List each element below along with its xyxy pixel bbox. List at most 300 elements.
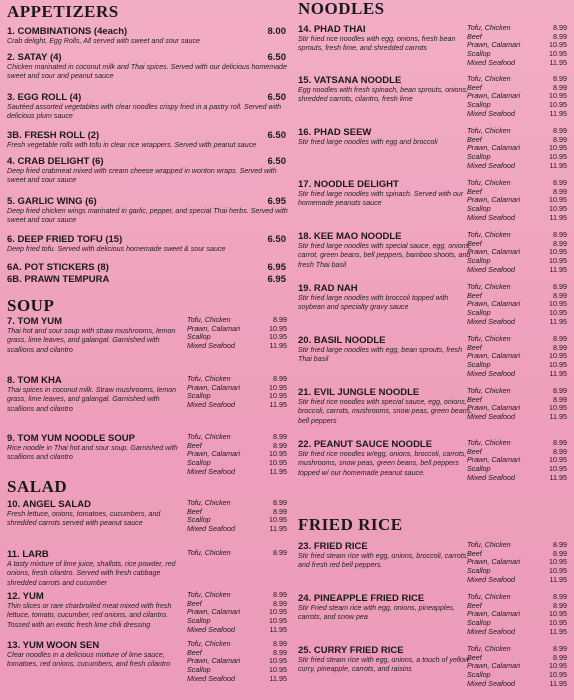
menu-item [7, 316, 290, 355]
option-price: 11.95 [549, 368, 567, 378]
item-description: A tasty mixture of lime juice, shallots, rice powder, red onions, fresh cilantro. Served with fresh cabbage shredded carrots and cucumber [7, 560, 176, 587]
option-label: Prawn, Calamari [467, 91, 521, 101]
menu-item [298, 230, 570, 274]
option-label: Prawn, Calamari [187, 607, 241, 617]
option-price: 10.95 [549, 403, 567, 413]
option-label: Scallop [187, 665, 211, 675]
menu-item [298, 23, 570, 67]
option-label: Tofu, Chicken [467, 282, 511, 291]
item-description: Fresh lettuce, onions, tomatoes, cucumbers, and shredded carrots served with peanut sauce [7, 510, 161, 528]
option-label: Tofu, Chicken [467, 178, 511, 187]
option-label: Tofu, Chicken [187, 498, 231, 507]
option-price: 11.95 [549, 472, 567, 482]
price-option-row [187, 525, 287, 534]
menu-item [7, 590, 290, 634]
price-option-row [467, 474, 567, 483]
option-price: 8.99 [273, 315, 287, 324]
option-price: 8.99 [553, 438, 567, 447]
option-price: 8.99 [273, 590, 287, 599]
price-option-row [467, 179, 567, 188]
price-option-row [187, 468, 287, 477]
item-description: Stir fried rice noodles with special sauce, egg, onions, broccoli, carrots, mushrooms, snow peas, green beans, bell peppers [298, 398, 473, 425]
menu-item [298, 540, 570, 584]
item-description: Stir fried steam rice with egg, onions, broccoli, carrots, and fresh red bell peppers. [298, 552, 469, 570]
option-label: Mixed Seafood [187, 400, 235, 410]
option-price: 11.95 [549, 678, 567, 688]
menu-item [7, 196, 290, 226]
option-price: 8.99 [553, 126, 567, 135]
option-label: Beef [187, 598, 202, 608]
price-options [467, 335, 567, 379]
price-options [187, 316, 287, 351]
item-description: Egg noodles with fresh spinach, bean sprouts, onions, shredded carrots, cilantro, fresh lime [298, 86, 468, 104]
menu-item [7, 432, 290, 476]
menu-item [298, 282, 570, 326]
option-price: 8.99 [553, 394, 567, 404]
option-price: 8.99 [553, 290, 567, 300]
option-label: Beef [467, 600, 482, 610]
price-option-row [467, 231, 567, 240]
price-option-row [467, 541, 567, 550]
item-name: 2. SATAY (4) [7, 52, 62, 63]
price-option-row [467, 24, 567, 33]
option-price: 10.95 [549, 152, 567, 162]
option-label: Beef [187, 440, 202, 450]
price-option-row [467, 162, 567, 171]
option-label: Mixed Seafood [467, 472, 515, 482]
option-label: Tofu, Chicken [467, 23, 511, 32]
salad-heading: SALAD [7, 477, 68, 496]
price-option-row [467, 413, 567, 422]
price-options [187, 375, 287, 410]
option-price: 10.95 [269, 458, 287, 468]
option-label: Beef [467, 290, 482, 300]
option-price: 10.95 [269, 382, 287, 392]
item-description: Deep fried crabmeat mixed with cream cheese wrapped in wonton wraps. Served with sweet and sour sauce [7, 167, 277, 185]
option-label: Mixed Seafood [467, 264, 515, 274]
option-label: Scallop [467, 670, 491, 680]
option-label: Beef [467, 134, 482, 144]
menu-item [298, 387, 570, 426]
item-description: Chicken marinated in coconut milk and Thai spices. Served with our delicious homemade sweet and sour and peanut sauce [7, 63, 287, 81]
price-options [187, 640, 287, 684]
item-name: 25. CURRY FRIED RICE [298, 645, 404, 656]
option-label: Prawn, Calamari [467, 455, 521, 465]
menu-item [7, 156, 290, 186]
price-options [187, 591, 287, 635]
option-price: 10.95 [549, 464, 567, 474]
item-name: 22. PEANUT SAUCE NOODLE [298, 439, 433, 450]
option-label: Tofu, Chicken [467, 230, 511, 239]
option-price: 10.95 [549, 566, 567, 576]
price-option-row [467, 645, 567, 654]
item-description: Stir fried large noodles with egg, bean sprouts, fresh Thai basil [298, 346, 463, 364]
menu-item [298, 644, 570, 688]
option-label: Scallop [467, 204, 491, 214]
item-name: 13. YUM WOON SEN [7, 640, 100, 651]
item-name: 6A. POT STICKERS (8) [7, 262, 109, 273]
item-description: Sautéed assorted vegetables with clear noodles crispy fried in a pastry roll. Served with delicious plum sauce [7, 103, 282, 121]
option-price: 11.95 [549, 212, 567, 222]
item-price: 6.95 [267, 196, 286, 207]
item-description: Stir fried large noodles with broccoli topped with soybean and specialty gravy sauce [298, 294, 449, 312]
option-price: 10.95 [549, 299, 567, 309]
option-price: 8.99 [553, 600, 567, 610]
price-options [467, 283, 567, 327]
item-description: Stir fried large noodles with spinach. Served with our homemade peanuts sauce [298, 190, 464, 208]
item-description: Stir fried rice noodles with egg, onions, fresh bean sprouts, fresh lime, and shredded carrots [298, 35, 456, 53]
option-label: Scallop [467, 100, 491, 110]
option-label: Beef [467, 446, 482, 456]
option-label: Tofu, Chicken [467, 386, 511, 395]
item-description: Stir Fried steam rice with egg, onions, pineapples, carrots, and snow pea [298, 604, 455, 622]
option-label: Scallop [467, 308, 491, 318]
option-price: 10.95 [549, 256, 567, 266]
menu-item [7, 375, 290, 414]
item-name: 9. TOM YUM NOODLE SOUP [7, 433, 135, 444]
item-name: 15. VATSANA NOODLE [298, 75, 402, 86]
option-price: 10.95 [549, 247, 567, 257]
price-option-row [467, 59, 567, 68]
price-options [187, 549, 287, 558]
item-price: 6.50 [267, 130, 286, 141]
option-label: Tofu, Chicken [187, 590, 231, 599]
menu-item [7, 234, 290, 254]
option-price: 10.95 [269, 332, 287, 342]
item-name: 1. COMBINATIONS (4each) [7, 26, 128, 37]
option-price: 10.95 [549, 351, 567, 361]
option-price: 10.95 [269, 515, 287, 525]
item-name: 5. GARLIC WING (6) [7, 196, 97, 207]
price-option-row [467, 628, 567, 637]
option-label: Mixed Seafood [467, 316, 515, 326]
option-price: 10.95 [549, 100, 567, 110]
price-option-row [467, 214, 567, 223]
option-price: 10.95 [549, 618, 567, 628]
option-price: 11.95 [549, 412, 567, 422]
option-price: 10.95 [269, 391, 287, 401]
item-name: 23. FRIED RICE [298, 541, 368, 552]
item-description: Deep fried tofu. Served with delicious homemade sweet & sour sauce [7, 245, 226, 253]
price-option-row [187, 342, 287, 351]
option-price: 11.95 [549, 57, 567, 67]
item-price: 6.95 [267, 274, 286, 285]
price-option-row [467, 127, 567, 136]
option-label: Beef [467, 31, 482, 41]
item-name: 19. RAD NAH [298, 283, 358, 294]
option-label: Beef [187, 647, 202, 657]
option-label: Prawn, Calamari [467, 351, 521, 361]
option-price: 10.95 [549, 360, 567, 370]
option-label: Prawn, Calamari [467, 403, 521, 413]
price-option-row [467, 335, 567, 344]
option-price: 10.95 [549, 91, 567, 101]
option-price: 8.99 [553, 74, 567, 83]
item-description: Thai spices in coconut milk. Straw mushrooms, lemon grass, lime leaves, and galangal. Garnished with scallions and cilantro [7, 386, 177, 413]
option-label: Prawn, Calamari [187, 323, 241, 333]
option-label: Mixed Seafood [467, 412, 515, 422]
item-name: 7. TOM YUM [7, 316, 63, 327]
item-price: 6.50 [267, 92, 286, 103]
item-description: Stir fried rice noodles w/egg, onions, broccoli, carrots, mushrooms, snow peas, green beans, bell peppers topped w/ our homemade peanut sauce. [298, 450, 467, 477]
option-price: 8.99 [553, 652, 567, 662]
menu-item [298, 126, 570, 170]
option-price: 8.99 [553, 548, 567, 558]
price-options [467, 439, 567, 483]
menu-item [298, 592, 570, 636]
price-option-row [467, 110, 567, 119]
option-label: Tofu, Chicken [467, 438, 511, 447]
item-price: 6.95 [267, 262, 286, 273]
item-price: 6.50 [267, 234, 286, 245]
option-price: 8.99 [553, 334, 567, 343]
item-description: Deep fried chicken wings marinated in garlic, pepper, and special Thai herbs. Served with sweet and sour sauce [7, 207, 288, 225]
price-options [467, 75, 567, 119]
option-label: Prawn, Calamari [467, 247, 521, 257]
option-label: Tofu, Chicken [467, 126, 511, 135]
option-price: 10.95 [549, 557, 567, 567]
item-description: Fresh vegetable rolls with tofu in clear rice wrappers. Served with peanut sauce [7, 141, 257, 149]
option-price: 11.95 [269, 341, 287, 351]
option-label: Beef [467, 652, 482, 662]
menu-item [7, 498, 290, 534]
option-price: 8.99 [273, 374, 287, 383]
option-label: Scallop [467, 464, 491, 474]
option-label: Prawn, Calamari [467, 609, 521, 619]
option-price: 8.99 [273, 639, 287, 648]
option-label: Scallop [467, 152, 491, 162]
option-price: 8.99 [273, 498, 287, 507]
option-label: Scallop [187, 332, 211, 342]
price-option-row [187, 626, 287, 635]
price-option-row [467, 593, 567, 602]
option-price: 8.99 [273, 647, 287, 657]
noodles-heading: NOODLES [298, 0, 385, 18]
option-label: Prawn, Calamari [467, 195, 521, 205]
item-price: 6.50 [267, 52, 286, 63]
menu-item [298, 178, 570, 222]
option-label: Mixed Seafood [467, 212, 515, 222]
option-label: Prawn, Calamari [467, 299, 521, 309]
price-option-row [467, 680, 567, 689]
menu-item [7, 262, 290, 273]
option-label: Tofu, Chicken [187, 432, 231, 441]
option-price: 10.95 [549, 455, 567, 465]
option-price: 8.99 [553, 134, 567, 144]
option-price: 10.95 [549, 40, 567, 50]
item-description: Clear noodles in a delicious mixture of lime sauce, tomatoes, red onions, cucumbers, and fresh cilantro [7, 651, 171, 669]
price-option-row [187, 675, 287, 684]
item-name: 16. PHAD SEEW [298, 127, 372, 138]
price-option-row [467, 439, 567, 448]
option-price: 8.99 [553, 230, 567, 239]
option-price: 8.99 [553, 282, 567, 291]
item-name: 10. ANGEL SALAD [7, 499, 91, 510]
option-label: Beef [187, 506, 202, 516]
option-price: 10.95 [549, 670, 567, 680]
option-label: Prawn, Calamari [187, 656, 241, 666]
option-label: Scallop [187, 458, 211, 468]
option-price: 11.95 [549, 316, 567, 326]
option-price: 10.95 [549, 609, 567, 619]
price-option-row [467, 387, 567, 396]
menu-item [298, 334, 570, 378]
option-price: 10.95 [269, 665, 287, 675]
price-options [187, 499, 287, 534]
option-label: Mixed Seafood [467, 574, 515, 584]
option-label: Tofu, Chicken [467, 592, 511, 601]
option-label: Tofu, Chicken [467, 540, 511, 549]
price-option-row [187, 499, 287, 508]
price-options [187, 433, 287, 477]
item-name: 12. YUM [7, 591, 44, 602]
option-label: Scallop [187, 515, 211, 525]
item-name: 11. LARB [7, 549, 49, 560]
menu-item [7, 130, 290, 150]
price-option-row [467, 283, 567, 292]
item-name: 6. DEEP FRIED TOFU (15) [7, 234, 123, 245]
option-price: 8.99 [553, 644, 567, 653]
option-label: Mixed Seafood [467, 368, 515, 378]
item-name: 17. NOODLE DELIGHT [298, 179, 399, 190]
option-label: Mixed Seafood [187, 341, 235, 351]
price-option-row [467, 266, 567, 275]
option-price: 11.95 [549, 574, 567, 584]
option-price: 8.99 [273, 440, 287, 450]
option-label: Scallop [467, 360, 491, 370]
price-options [467, 179, 567, 223]
option-price: 11.95 [549, 264, 567, 274]
option-label: Beef [467, 342, 482, 352]
menu-item [7, 26, 290, 46]
option-label: Prawn, Calamari [467, 143, 521, 153]
option-price: 8.99 [553, 386, 567, 395]
price-option-row [467, 576, 567, 585]
option-price: 8.99 [553, 178, 567, 187]
price-options [467, 387, 567, 422]
price-options [467, 645, 567, 689]
option-price: 8.99 [553, 446, 567, 456]
option-price: 11.95 [269, 400, 287, 410]
item-description: Stir fried steam rice with egg, onions, a touch of yellow curry, pineapple, carrots, and raisins [298, 656, 470, 674]
price-options [467, 593, 567, 637]
option-price: 10.95 [269, 616, 287, 626]
option-label: Mixed Seafood [187, 466, 235, 476]
item-description: Crab delight, Egg Rolls, All served with sweet and sour sauce [7, 37, 200, 45]
option-price: 10.95 [269, 607, 287, 617]
option-label: Tofu, Chicken [467, 644, 511, 653]
option-label: Tofu, Chicken [187, 374, 231, 383]
option-price: 10.95 [549, 661, 567, 671]
option-label: Mixed Seafood [467, 108, 515, 118]
menu-item [7, 92, 290, 122]
option-price: 11.95 [549, 108, 567, 118]
option-label: Scallop [187, 391, 211, 401]
price-option-row [467, 75, 567, 84]
option-label: Beef [467, 238, 482, 248]
menu-item [298, 74, 570, 118]
item-name: 8. TOM KHA [7, 375, 62, 386]
option-price: 10.95 [549, 49, 567, 59]
option-price: 10.95 [549, 143, 567, 153]
option-label: Tofu, Chicken [187, 548, 231, 557]
option-price: 8.99 [553, 238, 567, 248]
option-price: 8.99 [553, 23, 567, 32]
option-label: Mixed Seafood [467, 678, 515, 688]
price-options [467, 127, 567, 171]
item-description: Stir fried large noodles with egg and broccoli [298, 138, 438, 146]
option-label: Mixed Seafood [467, 57, 515, 67]
option-label: Scallop [467, 618, 491, 628]
option-label: Prawn, Calamari [187, 382, 241, 392]
option-price: 11.95 [269, 673, 287, 683]
item-name: 6B. PRAWN TEMPURA [7, 274, 110, 285]
option-label: Scallop [467, 49, 491, 59]
price-options [467, 24, 567, 68]
item-price: 6.50 [267, 156, 286, 167]
option-price: 11.95 [269, 466, 287, 476]
item-price: 8.00 [267, 26, 286, 37]
option-label: Beef [467, 394, 482, 404]
item-name: 3B. FRESH ROLL (2) [7, 130, 100, 141]
price-option-row [187, 433, 287, 442]
option-price: 11.95 [549, 626, 567, 636]
option-label: Mixed Seafood [187, 524, 235, 534]
option-price: 8.99 [273, 548, 287, 557]
option-price: 10.95 [549, 308, 567, 318]
option-label: Prawn, Calamari [467, 661, 521, 671]
menu-item [7, 274, 290, 285]
option-price: 8.99 [553, 186, 567, 196]
option-label: Mixed Seafood [467, 160, 515, 170]
price-option-row [187, 591, 287, 600]
option-label: Mixed Seafood [467, 626, 515, 636]
price-option-row [187, 549, 287, 558]
item-name: 3. EGG ROLL (4) [7, 92, 82, 103]
appetizers-heading: APPETIZERS [7, 2, 119, 21]
option-price: 10.95 [269, 656, 287, 666]
option-label: Tofu, Chicken [467, 334, 511, 343]
option-label: Prawn, Calamari [187, 449, 241, 459]
option-price: 8.99 [553, 540, 567, 549]
price-options [467, 231, 567, 275]
option-price: 10.95 [269, 449, 287, 459]
option-label: Prawn, Calamari [467, 557, 521, 567]
option-label: Tofu, Chicken [467, 74, 511, 83]
item-description: Stir fried large noodles with special sauce, egg, onions, carrot, green beans, bell peppers, bamboo shoots, and fresh Thai basil [298, 242, 472, 269]
option-label: Mixed Seafood [187, 624, 235, 634]
option-price: 11.95 [269, 624, 287, 634]
option-label: Scallop [467, 256, 491, 266]
option-label: Tofu, Chicken [187, 315, 231, 324]
price-option-row [467, 318, 567, 327]
item-name: 21. EVIL JUNGLE NOODLE [298, 387, 420, 398]
option-label: Beef [467, 186, 482, 196]
option-price: 8.99 [273, 506, 287, 516]
price-option-row [187, 401, 287, 410]
option-price: 8.99 [273, 432, 287, 441]
menu-item [7, 52, 290, 82]
price-option-row [467, 370, 567, 379]
option-price: 8.99 [553, 82, 567, 92]
item-name: 24. PINEAPPLE FRIED RICE [298, 593, 425, 604]
price-options [467, 541, 567, 585]
option-label: Tofu, Chicken [187, 639, 231, 648]
option-label: Beef [467, 82, 482, 92]
option-price: 8.99 [553, 31, 567, 41]
soup-heading: SOUP [7, 296, 55, 315]
option-price: 11.95 [549, 160, 567, 170]
